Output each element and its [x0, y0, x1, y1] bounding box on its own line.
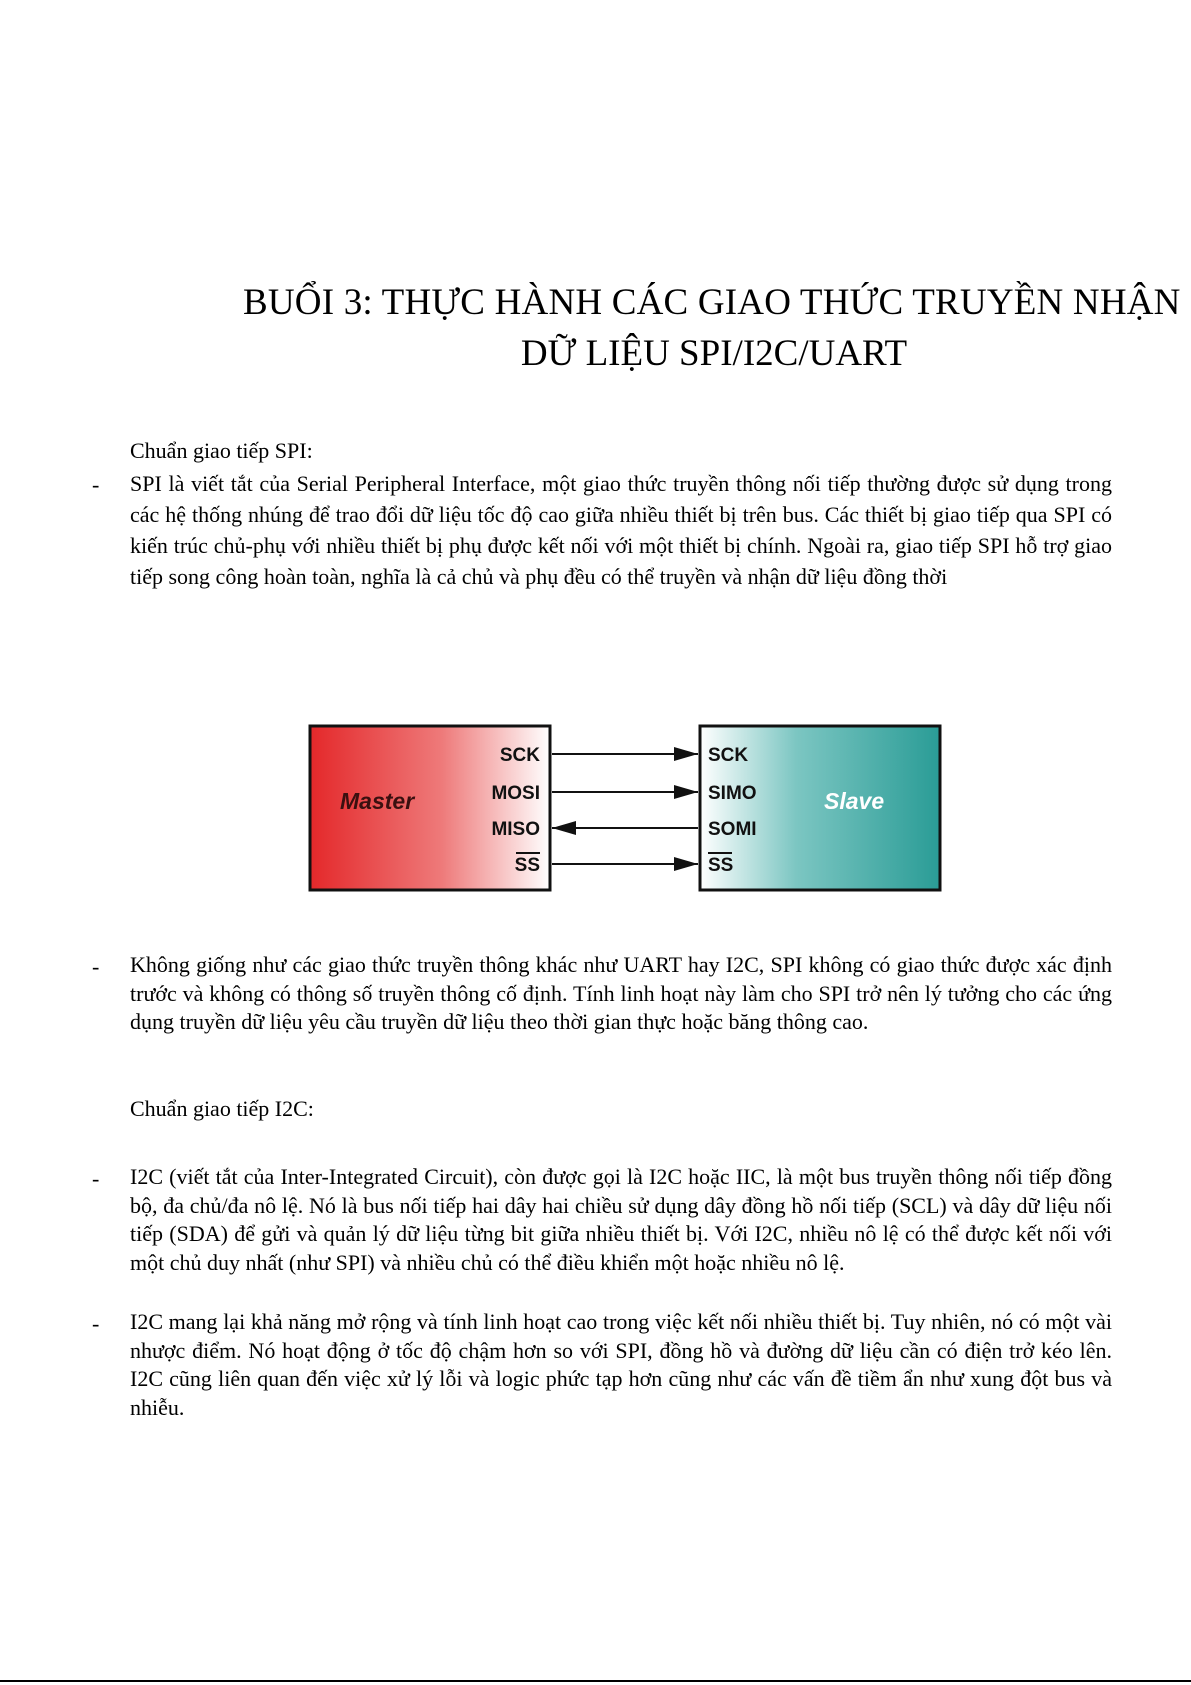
bullet-marker: -	[92, 1166, 100, 1191]
i2c-heading: Chuẩn giao tiếp I2C:	[130, 1096, 314, 1121]
page-title-line-1: BUỔI 3: THỰC HÀNH CÁC GIAO THỨC TRUYỀN NHẬN	[243, 282, 1181, 323]
bullet-marker: -	[92, 472, 100, 497]
page-title-line-2: DỮ LIỆU SPI/I2C/UART	[520, 333, 908, 374]
master-pin-label: MISO	[491, 819, 540, 840]
signal-arrowhead	[674, 747, 698, 761]
master-pin-label: SCK	[499, 745, 540, 766]
signal-arrowhead	[674, 857, 698, 871]
slave-label: Slave	[824, 788, 885, 814]
master-pin-label: SS	[514, 855, 540, 876]
bullet-marker: -	[92, 1311, 100, 1336]
master-label: Master	[340, 788, 415, 814]
slave-pin-label: SCK	[708, 745, 749, 766]
bullet-marker: -	[92, 954, 100, 979]
signal-arrowhead	[674, 785, 698, 799]
i2c-paragraph-2: I2C mang lại khả năng mở rộng và tính linh hoạt cao trong việc kết nối nhiều thiết bị. Tuy nhiên, nó có một vài nhược điểm. Nó hoạt động ở tốc độ chậm hơn so với SPI, đồng hồ và đường dữ liệu cần có điện trở kéo lên. I2C cũng liên quan đến việc xử lý lỗi và logic phức tạp hơn cũng như các vấn đề tiềm ẩn như xung đột bus và nhiễu.	[130, 1309, 1112, 1420]
spi-diagram	[304, 718, 944, 898]
master-pin-label: MOSI	[491, 783, 540, 804]
spi-paragraph-2: Không giống như các giao thức truyền thông khác như UART hay I2C, SPI không có giao thức được xác định trước và không có thông số truyền thông cố định. Tính linh hoạt này làm cho SPI trở nên lý tưởng cho các ứng dụng truyền dữ liệu yêu cầu truyền dữ liệu theo thời gian thực hoặc băng thông cao.	[130, 952, 1112, 1034]
signal-arrowhead	[552, 821, 576, 835]
slave-pin-label: SIMO	[708, 783, 757, 804]
footer-rule	[0, 1680, 1191, 1682]
slave-pin-label: SOMI	[708, 819, 757, 840]
spi-heading: Chuẩn giao tiếp SPI:	[130, 438, 313, 463]
i2c-paragraph-1: I2C (viết tắt của Inter-Integrated Circuit), còn được gọi là I2C hoặc IIC, là một bus truyền thông nối tiếp đồng bộ, đa chủ/đa nô lệ. Nó là bus nối tiếp hai dây hai chiều sử dụng dây đồng hồ nối tiếp (SCL) và dây dữ liệu nối tiếp (SDA) để gửi và quản lý dữ liệu từng bit giữa nhiều thiết bị. Với I2C, nhiều nô lệ có thể được kết nối với một chủ duy nhất (như SPI) và nhiều chủ có thể điều khiển một hoặc nhiều nô lệ.	[130, 1164, 1112, 1275]
spi-paragraph-1: SPI là viết tắt của Serial Peripheral Interface, một giao thức truyền thông nối tiếp thường được sử dụng trong các hệ thống nhúng để trao đổi dữ liệu tốc độ cao giữa nhiều thiết bị trên bus. Các thiết bị giao tiếp qua SPI có kiến trúc chủ-phụ với nhiều thiết bị phụ được kết nối với một thiết bị chính. Ngoài ra, giao tiếp SPI hỗ trợ giao tiếp song công hoàn toàn, nghĩa là cả chủ và phụ đều có thể truyền và nhận dữ liệu đồng thời	[130, 471, 1112, 589]
slave-pin-label: SS	[708, 855, 734, 876]
